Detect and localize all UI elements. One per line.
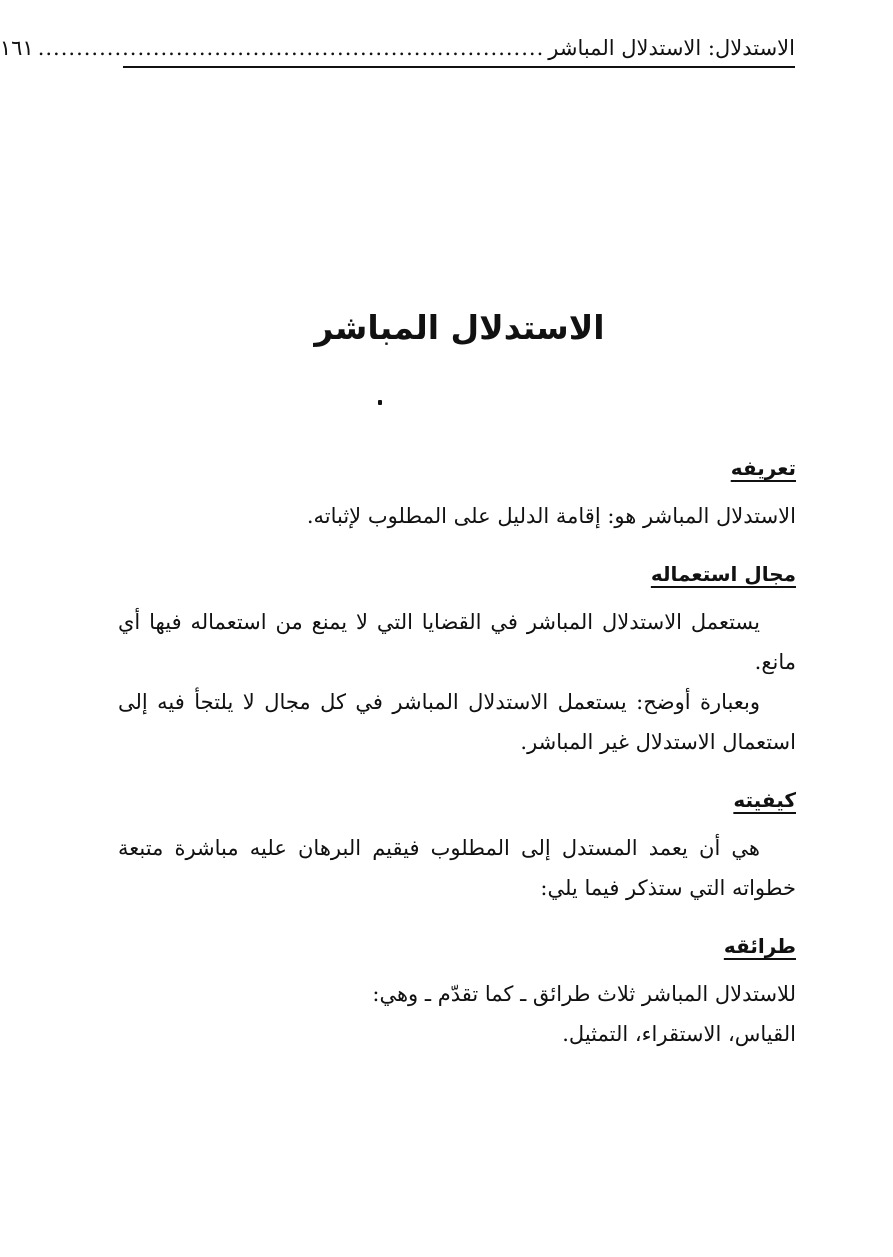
running-header-title: الاستدلال: الاستدلال المباشر xyxy=(548,36,795,60)
definition-paragraph: الاستدلال المباشر هو: إقامة الدليل على المطلوب لإثباته. xyxy=(306,504,796,528)
section-heading-types: طرائقه xyxy=(723,934,796,958)
section-heading-method: كيفيته xyxy=(733,788,796,812)
running-header xyxy=(0,34,795,68)
section-definition xyxy=(118,452,796,536)
scope-paragraph-2: وبعبارة أوضح: يستعمل الاستدلال المباشر في كل مجال لا يلتجأ فيه إلى استعمال الاستدلال غير المباشر. xyxy=(118,690,796,754)
running-header-dot-leader: .................................................................. xyxy=(37,36,545,60)
section-types xyxy=(118,930,796,1054)
types-paragraph-1: للاستدلال المباشر ثلاث طرائق ـ كما تقدّم ـ وهي: xyxy=(372,982,796,1006)
chapter-title: الاستدلال المباشر xyxy=(314,308,605,347)
page-body xyxy=(118,452,796,1076)
method-paragraph: هي أن يعمد المستدل إلى المطلوب فيقيم البرهان عليه مباشرة متبعة خطواته التي ستذكر فيما يلي: xyxy=(118,836,796,900)
section-heading-scope-of-use: مجال استعماله xyxy=(650,562,796,586)
section-scope-of-use xyxy=(118,558,796,762)
decorative-dot xyxy=(378,400,382,405)
section-heading-definition: تعريفه xyxy=(730,456,796,480)
scope-paragraph-1: يستعمل الاستدلال المباشر في القضايا التي لا يمنع من استعماله فيها أي مانع. xyxy=(118,610,796,674)
types-paragraph-2: القياس، الاستقراء، التمثيل. xyxy=(562,1022,796,1046)
section-method xyxy=(118,784,796,908)
page-number: ١٦١ xyxy=(0,36,34,60)
